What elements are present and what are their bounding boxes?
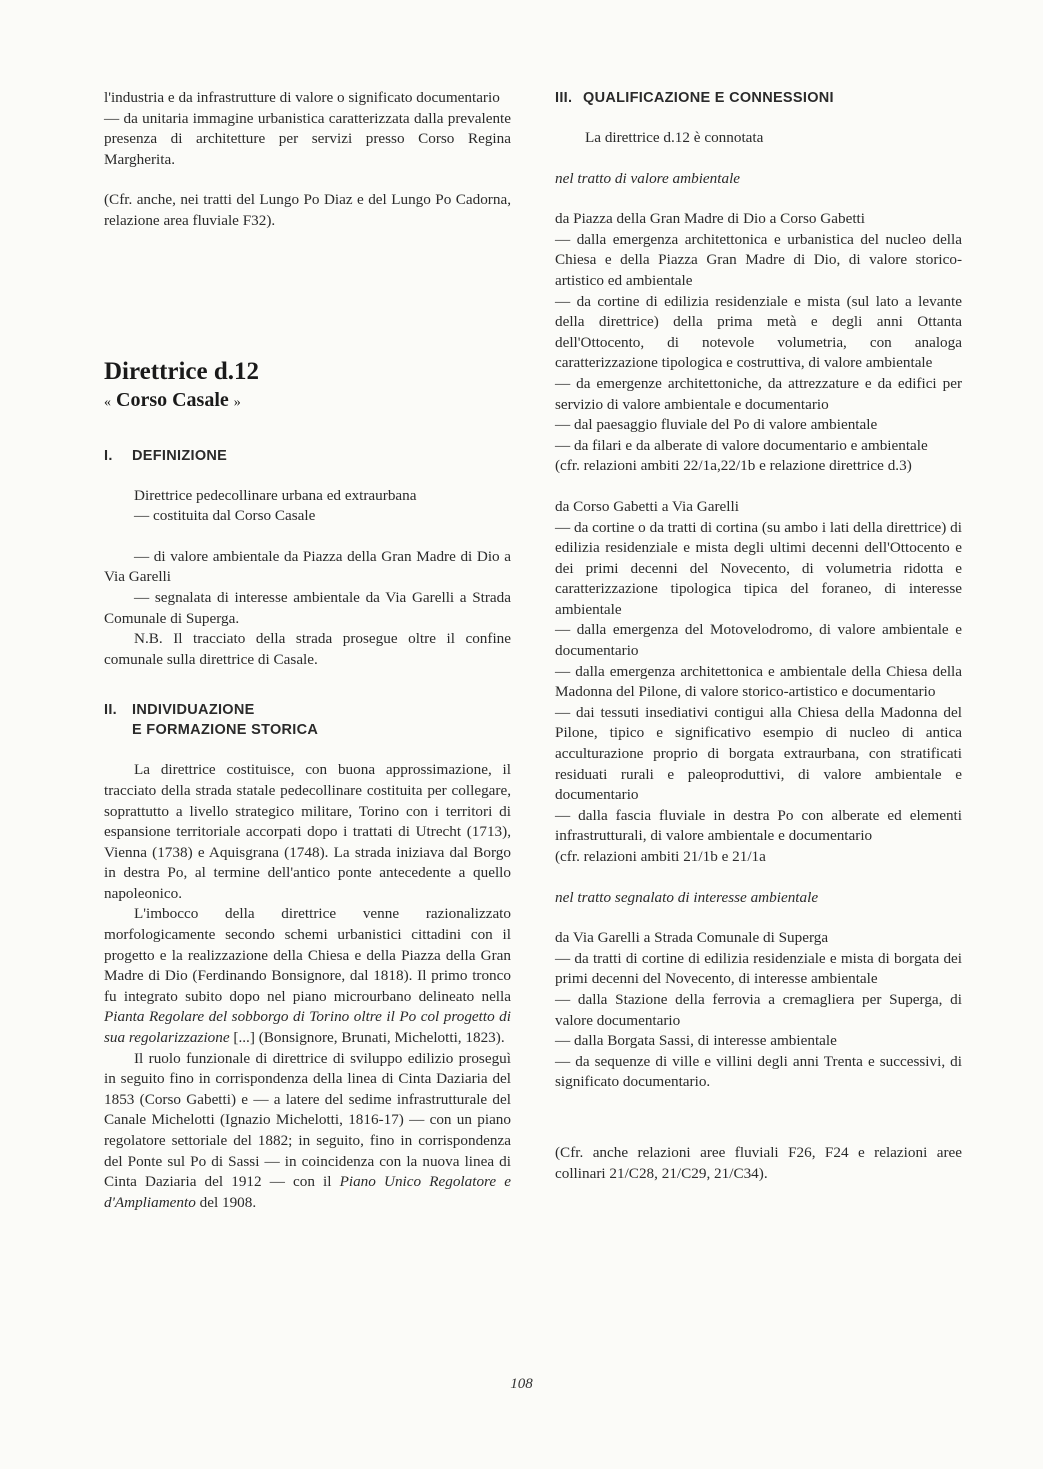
para-italic-title: Piano Unico Regolatore e d'Ampliamento — [104, 1173, 511, 1211]
section-title-text: DEFINIZIONE — [132, 447, 228, 464]
history-paragraph — [104, 1049, 511, 1214]
cfr-note: (Cfr. anche relazioni aree fluviali F26, F24 e relazioni aree collinari 21/C28, 21/C29, 21/C34). — [555, 1143, 962, 1182]
subtitle-text: Corso Casale — [116, 388, 229, 411]
definition-item: — di valore ambientale da Piazza della Gran Madre di Dio a Via Garelli — [104, 547, 511, 586]
segment-item: — dal paesaggio fluviale del Po di valore ambientale — [555, 416, 878, 434]
page-subtitle — [104, 387, 511, 416]
section-title-text-2: E FORMAZIONE STORICA — [132, 722, 319, 739]
subsection-heading: nel tratto segnalato di interesse ambientale — [555, 888, 819, 906]
open-guillemet: « — [104, 394, 111, 410]
segment-item: — da cortine o da tratti di cortina (su ambo i lati della direttrice) di edilizia residenziale e mista degli ultimi decenni dell'Ottocento e dei primi decenni del Novecento, di volumetria ridotta e caratterizzazione tipologica tipica del foraneo, di interesse ambientale — [555, 518, 962, 618]
history-paragraph: La direttrice costituisce, con buona approssimazione, il tracciato della strada statale pedecollinare costituita per collegare, soprattutto a livello strategico militare, Torino con i territori di espansione territoriale accorpati dopo i trattati di Utrecht (1713), Vienna (1738) e Aquisgrana (1748). La strada iniziava dal Borgo in destra Po, al termine dell'antico ponte antecedente a quello napoleonico. — [104, 761, 511, 902]
segment-item: — da cortine di edilizia residenziale e mista (sul lato a levante della direttrice) della prima metà e degli anni Ottanta dell'Ottocento, di notevole volumetria, con analoga caratterizzazione tipologica e costruttiva, di valore ambientale — [555, 292, 962, 372]
segment-item: — dalla Stazione della ferrovia a cremagliera per Superga, di valore documentario — [555, 990, 962, 1029]
segment-item: — dai tessuti insediativi contigui alla Chiesa della Madonna del Pilone, tipico e significativo esempio di nucleo di antica acculturazione proprio di borgata extraurbana, con stratificati residuati rurali e paleoproduttivi, di valore ambientale e documentario — [555, 703, 962, 804]
section-title-text: INDIVIDUAZIONE — [132, 702, 255, 719]
segment-heading: da Via Garelli a Strada Comunale di Superga — [555, 929, 829, 947]
para-text: Il ruolo funzionale di direttrice di sviluppo edilizio proseguì in seguito fino in corrispondenza della linea di Cinta Daziaria del 1853 (Corso Gabetti) e — a latere del sedime infrastrutturale del Canale Michelotti (Ignazio Michelotti, 1816-17) — con un piano regolatore settoriale del 1882; in seguito, fino in corrispondenza del Ponte sul Po di Sassi — in coincidenza con la nuova linea di Cinta Daziaria del 1912 — con il — [104, 1049, 511, 1191]
section-number: III. — [555, 90, 573, 106]
segment-item: — da sequenze di ville e villini degli anni Trenta e successivi, di significato documentario. — [555, 1052, 962, 1091]
left-column — [104, 88, 511, 1213]
segment-item: — dalla emergenza del Motovelodromo, di valore ambientale e documentario — [555, 621, 962, 660]
section-heading-definizione — [104, 446, 511, 466]
segment-cfr: (cfr. relazioni ambiti 22/1a,22/1b e relazione direttrice d.3) — [555, 457, 912, 475]
segment-cfr: (cfr. relazioni ambiti 21/1b e 21/1a — [555, 848, 766, 865]
definition-item: — segnalata di interesse ambientale da Via Garelli a Strada Comunale di Superga. — [104, 588, 511, 627]
definition-intro-2: — costituita dal Corso Casale — [134, 507, 316, 525]
para-text: del 1908. — [195, 1193, 257, 1211]
cfr-note: (Cfr. anche, nei tratti del Lungo Po Diaz e del Lungo Po Cadorna, relazione area fluviale F32). — [104, 191, 511, 229]
segment-item: — dalla Borgata Sassi, di interesse ambientale — [555, 1032, 837, 1050]
section-heading-qualificazione — [555, 88, 962, 108]
segment-item: — dalla emergenza architettonica e urbanistica del nucleo della Chiesa e della Piazza Gran Madre di Dio, di valore storico-artistico ed ambientale — [555, 230, 962, 289]
definition-intro: Direttrice pedecollinare urbana ed extraurbana — [134, 486, 417, 504]
definition-note: N.B. Il tracciato della strada prosegue oltre il confine comunale sulla direttrice di Casale. — [104, 630, 511, 668]
page-number: 108 — [510, 1376, 533, 1392]
section-number: II. — [104, 702, 117, 719]
continued-text-line: l'industria e da infrastrutture di valore o significato documentario — [104, 89, 500, 106]
section-heading-individuazione — [104, 700, 511, 740]
segment-heading: da Piazza della Gran Madre di Dio a Corso Gabetti — [555, 210, 865, 228]
subsection-heading: nel tratto di valore ambientale — [555, 169, 741, 187]
history-paragraph — [104, 904, 511, 1048]
para-text: [...] (Bonsignore, Brunati, Michelotti, 1823). — [229, 1029, 505, 1047]
qualification-intro: La direttrice d.12 è connotata — [585, 129, 764, 146]
continued-text-item: — da unitaria immagine urbanistica caratterizzata dalla prevalente presenza di architetture per servizi presso Corso Regina Margherita. — [104, 109, 511, 168]
para-text: L'imbocco della direttrice venne razionalizzato morfologicamente secondo schemi urbanistici cittadini con il progetto e la realizzazione della Chiesa e della Piazza della Gran Madre di Dio (Ferdinando Bonsignore, dal 1818). Il primo tronco fu integrato subito dopo nel piano microurbano delineato nella — [104, 905, 511, 1005]
section-title-text: QUALIFICAZIONE E CONNESSIONI — [583, 90, 834, 106]
close-guillemet: » — [233, 394, 241, 410]
segment-item: — da tratti di cortine di edilizia residenziale e mista di borgata dei primi decenni del Novecento, di interesse ambientale — [555, 949, 962, 988]
segment-item: — da emergenze architettoniche, da attrezzature e da edifici per servizio di valore ambientale e documentario — [555, 374, 962, 413]
right-column — [555, 88, 962, 1184]
segment-item: — da filari e da alberate di valore documentario e ambientale — [555, 436, 928, 454]
segment-item: — dalla emergenza architettonica e ambientale della Chiesa della Madonna del Pilone, di valore storico-artistico e documentario — [555, 662, 962, 701]
segment-heading: da Corso Gabetti a Via Garelli — [555, 497, 739, 515]
page-title: Direttrice d.12 — [104, 357, 260, 385]
segment-item: — dalla fascia fluviale in destra Po con alberate ed elementi infrastrutturali, di valore ambientale e documentario — [555, 806, 962, 845]
para-italic-title: Pianta Regolare del sobborgo di Torino oltre il Po col progetto di sua regolarizzazione — [104, 1008, 511, 1047]
section-number: I. — [104, 447, 113, 464]
